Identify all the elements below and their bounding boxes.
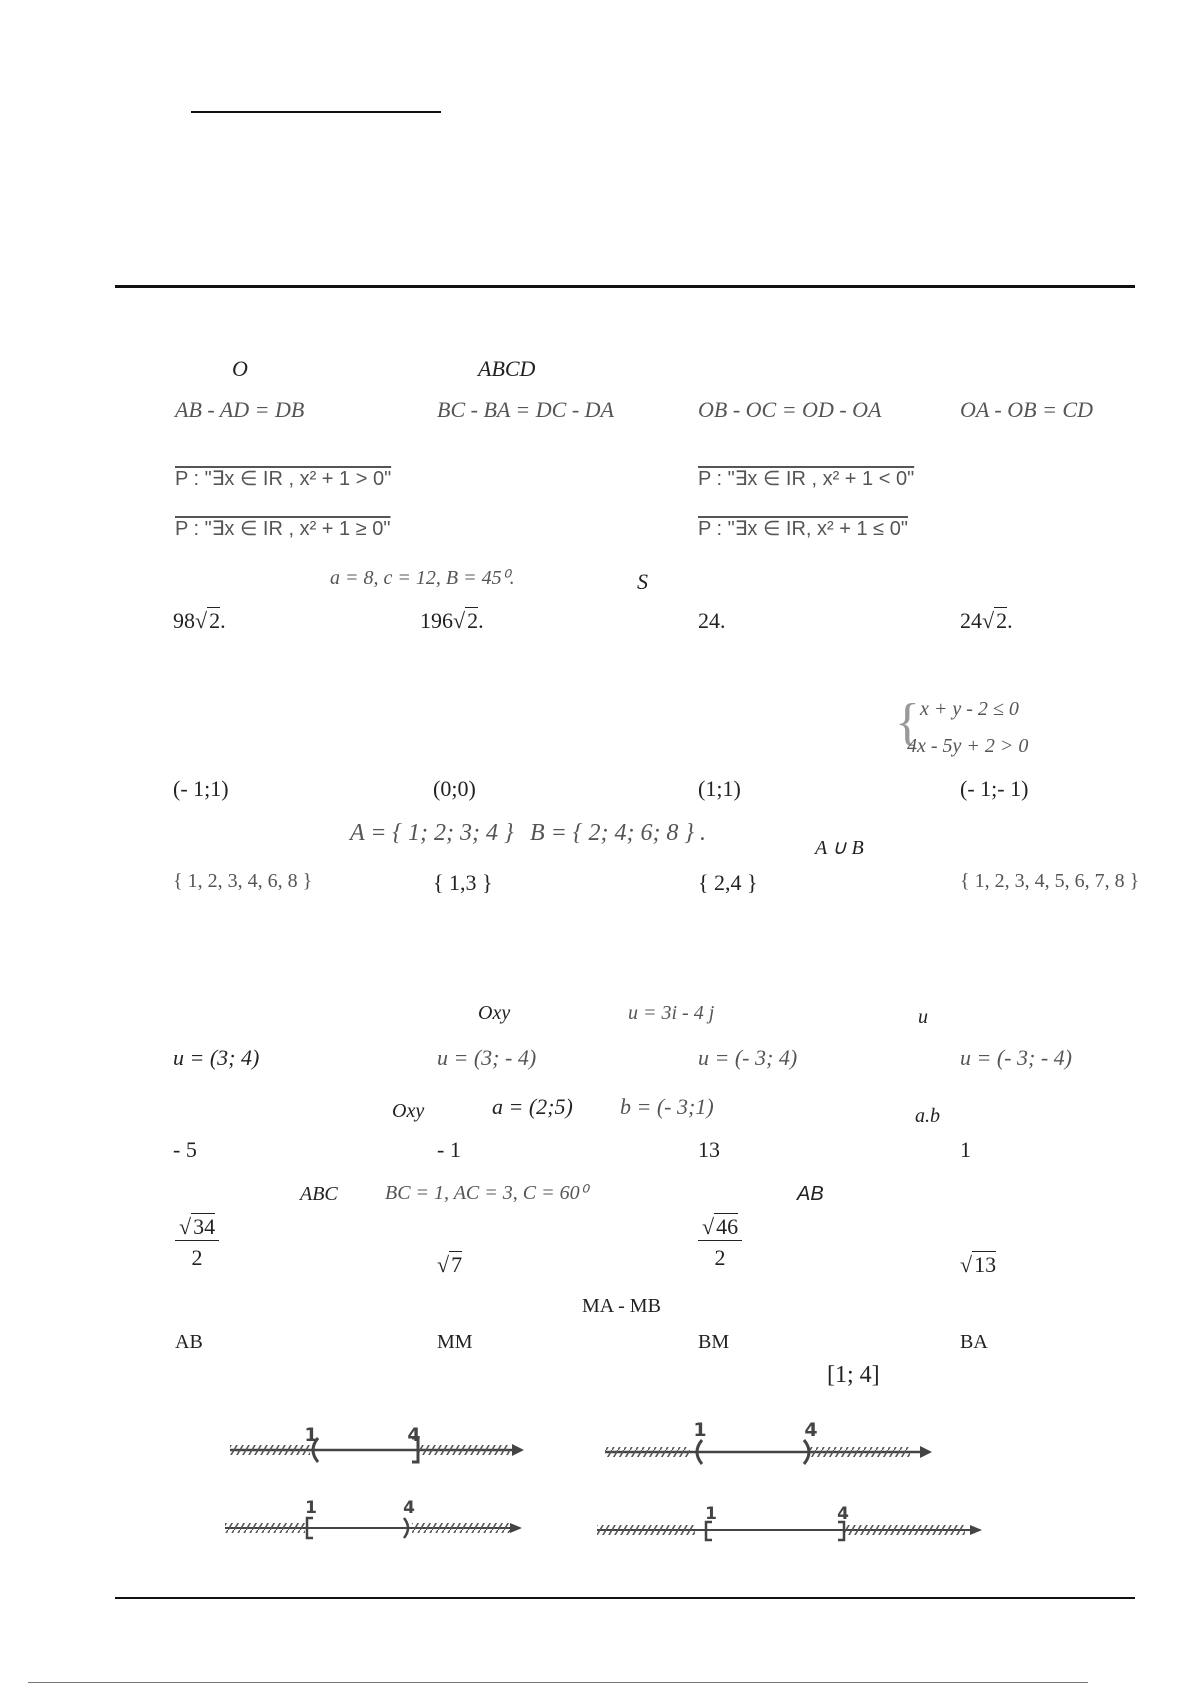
q8-option-c-den: 2 (714, 1245, 726, 1270)
q8-side: AB (797, 1183, 824, 1205)
q5-option-c[interactable]: { 2,4 } (698, 870, 758, 895)
q8-option-b-rad: 7 (451, 1252, 463, 1277)
hatched-region (225, 1523, 305, 1533)
q8-option-c-rad: 46 (716, 1214, 739, 1239)
q3-option-a-coef: 98 (173, 608, 195, 633)
arrow-head (510, 1523, 522, 1533)
q7-option-c[interactable]: 13 (698, 1137, 720, 1162)
tick-label-1: 1 (705, 1504, 717, 1524)
q4-option-a[interactable]: (- 1;1) (173, 776, 229, 801)
q3-given: a = 8, c = 12, B = 45⁰. (330, 567, 515, 589)
q1-option-a[interactable]: AB - AD = DB (175, 397, 305, 422)
page-bottom-edge (28, 1682, 1088, 1683)
q10-interval: [1; 4] (827, 1362, 880, 1388)
q1-option-b[interactable]: BC - BA = DC - DA (437, 397, 614, 422)
hatched-region (810, 1447, 910, 1457)
q1-point: O (232, 356, 248, 381)
q4-system-line-2: 4x - 5y + 2 > 0 (907, 735, 1029, 757)
number-line-option-b[interactable] (605, 1419, 932, 1464)
q2-option-a-text: P : "∃x ∈ IR , x² + 1 > 0" (175, 468, 392, 490)
q3-option-b-rad: 2 (467, 608, 479, 633)
q7-product: a.b (915, 1105, 940, 1127)
q8-triangle: ABC (300, 1183, 338, 1205)
arrow-head (512, 1444, 524, 1456)
arrow-head (920, 1446, 932, 1458)
q4-option-c[interactable]: (1;1) (698, 776, 741, 801)
number-line-option-d[interactable] (597, 1504, 982, 1540)
q7-system: Oxy (392, 1100, 425, 1122)
q3-option-b-coef: 196 (420, 608, 453, 633)
q8-option-a-rad: 34 (193, 1214, 216, 1239)
tick-label-4: 4 (837, 1504, 849, 1524)
q5-option-d[interactable]: { 1, 2, 3, 4, 5, 6, 7, 8 } (960, 870, 1140, 892)
q8-option-d-rad: 13 (974, 1252, 997, 1277)
footer-divider (115, 1597, 1135, 1599)
q8-option-d[interactable]: √13 (960, 1252, 997, 1277)
hatched-region (845, 1525, 965, 1535)
q3-option-d-coef: 24 (960, 608, 982, 633)
q3-option-c[interactable]: 24. (698, 608, 726, 633)
q8-option-c-num: √46 (698, 1214, 742, 1241)
hatched-region (418, 1445, 510, 1455)
q1-option-c[interactable]: OB - OC = OD - OA (698, 397, 882, 422)
q3-option-d-rad: 2 (996, 608, 1008, 633)
q3-option-a-dot: . (220, 608, 226, 633)
q7-option-d[interactable]: 1 (960, 1137, 971, 1162)
q9-option-a[interactable]: AB (175, 1331, 203, 1353)
q5-set-b: B = { 2; 4; 6; 8 } . (530, 820, 707, 846)
q7-option-a[interactable]: - 5 (173, 1137, 197, 1162)
q5-set-a: A = { 1; 2; 3; 4 } (350, 820, 514, 846)
q5-option-b[interactable]: { 1,3 } (433, 870, 493, 895)
hatched-region (230, 1445, 310, 1455)
tick-label-1: 1 (693, 1419, 707, 1441)
q7-vec-b: b = (- 3;1) (620, 1094, 714, 1119)
q9-option-c[interactable]: BM (698, 1331, 730, 1353)
q5-option-a[interactable]: { 1, 2, 3, 4, 6, 8 } (173, 870, 313, 892)
q9-option-b[interactable]: MM (437, 1331, 473, 1353)
q6-system: Oxy (478, 1002, 511, 1024)
q3-option-a[interactable]: 98√2. (173, 608, 226, 633)
hatched-region (597, 1525, 695, 1535)
arrow-head (970, 1525, 982, 1535)
q1-figure: ABCD (478, 356, 536, 381)
q6-vector: u (918, 1006, 928, 1028)
q4-system-brace: { (895, 694, 920, 751)
q4-option-d[interactable]: (- 1;- 1) (960, 776, 1029, 801)
q8-option-a-num: √34 (175, 1214, 219, 1241)
q2-option-b-text: P : "∃x ∈ IR , x² + 1 < 0" (698, 468, 915, 490)
tick-label-4: 4 (407, 1424, 421, 1446)
q6-option-a[interactable]: u = (3; 4) (173, 1045, 260, 1070)
hatched-region (605, 1447, 690, 1457)
q3-symbol: S (637, 569, 648, 594)
q7-option-b[interactable]: - 1 (437, 1137, 461, 1162)
q8-option-a-den: 2 (191, 1245, 203, 1270)
hatched-region (412, 1523, 510, 1533)
q4-system-line-1: x + y - 2 ≤ 0 (920, 698, 1019, 720)
q3-option-b-dot: . (478, 608, 484, 633)
q3-option-d-dot: . (1007, 608, 1013, 633)
tick-label-1: 1 (305, 1498, 317, 1518)
q4-option-b[interactable]: (0;0) (433, 776, 476, 801)
q3-option-d[interactable]: 24√2. (960, 608, 1013, 633)
q8-option-b[interactable]: √7 (437, 1252, 463, 1277)
q6-option-d[interactable]: u = (- 3; - 4) (960, 1045, 1072, 1070)
q2-option-d-text: P : "∃x ∈ IR, x² + 1 ≤ 0" (698, 518, 908, 540)
q8-given: BC = 1, AC = 3, C = 60⁰ (385, 1182, 588, 1204)
q9-option-d[interactable]: BA (960, 1331, 988, 1353)
q6-option-c[interactable]: u = (- 3; 4) (698, 1045, 798, 1070)
q5-union: A ∪ B (815, 837, 864, 859)
q1-option-d[interactable]: OA - OB = CD (960, 397, 1093, 422)
tick-label-4: 4 (804, 1419, 818, 1441)
number-line-option-a[interactable] (230, 1424, 524, 1462)
q6-vector-def: u = 3i - 4 j (628, 1002, 715, 1024)
tick-label-1: 1 (304, 1424, 318, 1446)
q9-expression: MA - MB (582, 1295, 661, 1317)
q3-option-b[interactable]: 196√2. (420, 608, 484, 633)
q2-option-c-text: P : "∃x ∈ IR , x² + 1 ≥ 0" (175, 518, 391, 540)
number-line-option-c[interactable] (225, 1498, 522, 1538)
tick-label-4: 4 (403, 1498, 415, 1518)
q7-vec-a: a = (2;5) (492, 1094, 573, 1119)
q6-option-b[interactable]: u = (3; - 4) (437, 1045, 537, 1070)
q3-option-a-rad: 2 (209, 608, 221, 633)
